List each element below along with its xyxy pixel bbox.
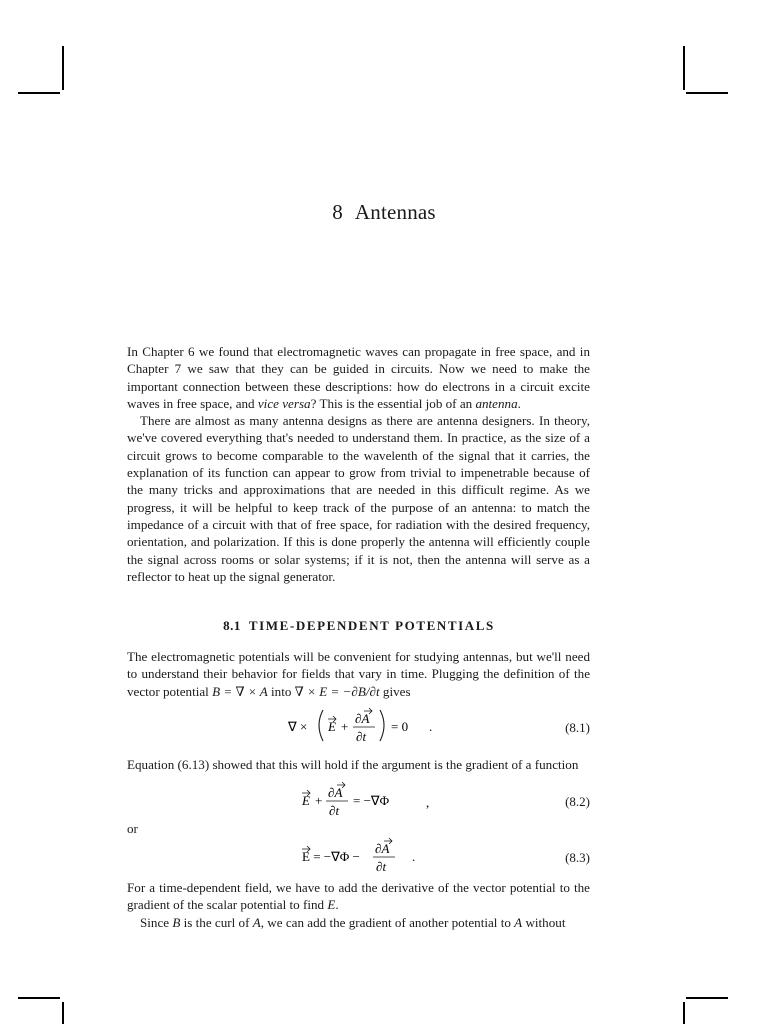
equation-label: (8.2) [565,794,590,809]
svg-text:E = −∇Φ −: E = −∇Φ − [302,849,360,864]
equation-8-2 [127,780,590,824]
intro-paragraph-1: In Chapter 6 we found that electromagnetic waves can propagate in free space, and in Chapter 7 we saw that they can be guided in circuits. Now we need to make the important connection between these descriptions: how do electrons in a circuit excite waves in free space, and vice versa? This is the essential job of an antenna. [127,344,590,411]
svg-text:E: E [302,793,310,808]
equation-label: (8.3) [565,850,590,865]
crop-mark-bottom-right-v [683,1002,685,1024]
equation-8-2-formula [127,780,487,824]
svg-text:.: . [429,719,433,734]
or-text: or [127,821,138,836]
svg-text:E: E [328,719,336,734]
emphasis-antenna: antenna [475,395,518,411]
equation-8-1 [127,704,590,748]
svg-text:= 0: = 0 [391,719,409,734]
crop-mark-bottom-left-h [18,997,60,999]
crop-mark-top-right-v [683,46,685,90]
crop-mark-bottom-right-h [686,997,728,999]
body-paragraph-5: For a time-dependent field, we have to add the derivative of the vector potential to the gradient of the scalar potential to find E. Since B is the curl of A, we can add the gradient of another potential to A without [127,880,590,930]
svg-text:+: + [341,719,349,734]
section-number: 8.1 [223,618,241,633]
svg-text:∂A: ∂A [375,841,390,856]
inline-equation-faraday: ∇ × E = −∂B/∂t [294,683,380,699]
crop-mark-top-left-v [62,46,64,90]
crop-mark-bottom-left-v [62,1002,64,1024]
chapter-name: Antennas [354,200,436,224]
equation-label: (8.1) [565,720,590,735]
svg-text:∇ ×: ∇ × [288,719,308,734]
intro-paragraph-2: There are almost as many antenna designs as there are antenna designers. In theory, we've covered everything that's needed to understand them. In practice, as the size of a circuit grows to become comparable to the wavelenth of the signal that it carries, the explanation of its function can appear to grow from trivial to impenetrable because of the many tricks and approximations that are needed in this difficult regime. As we progress, it will be helpful to keep track of the purpose of an antenna: to match the impedance of a circuit with that of free space, for radiation with the desired frequency, orientation, and polarization. If this is done properly the antenna will efficiently couple the signal across rooms or solar systems; if it is not, then the antenna will serve as a reflector to heat up the signal generator. [127,413,590,584]
body-paragraph-3: The electromagnetic potentials will be convenient for studying antennas, but we'll need to understand their behavior for fields that vary in time. Plugging the definition of the vector potential B = ∇ × A into ∇ × E = −∂B/∂t gives [127,649,590,699]
symbol-b-vector: B [172,914,181,930]
section-title: TIME-DEPENDENT POTENTIALS [248,618,495,633]
svg-text:∂t: ∂t [356,729,367,744]
symbol-e-vector: E [327,897,336,913]
crop-mark-top-left-h [18,92,60,94]
symbol-a-vector-2: A [514,914,523,930]
svg-text:∂t: ∂t [376,859,387,874]
svg-text:= −∇Φ: = −∇Φ [353,793,390,808]
chapter-number: 8 [332,200,343,224]
section-heading [0,618,718,634]
symbol-a-vector: A [252,914,261,930]
emphasis-vice-versa: vice versa [257,395,311,411]
inline-equation-b-curl-a: B = ∇ × A [212,683,268,699]
svg-text:∂A: ∂A [328,785,343,800]
equation-8-3 [127,836,590,880]
equation-8-3-formula [127,836,487,880]
body-paragraph-4: Equation (6.13) showed that this will hold if the argument is the gradient of a function [127,757,579,772]
svg-text:,: , [426,795,430,810]
svg-text:∂t: ∂t [329,803,340,818]
equation-8-1-formula [127,704,487,752]
svg-text:.: . [412,849,416,864]
chapter-title [0,200,768,225]
body-paragraph-6: Since B is the curl of A, we can add the gradient of another potential to A without [140,914,566,930]
crop-mark-top-right-h [686,92,728,94]
intro-text [127,343,590,585]
svg-text:+: + [315,793,323,808]
svg-text:∂A: ∂A [355,711,370,726]
